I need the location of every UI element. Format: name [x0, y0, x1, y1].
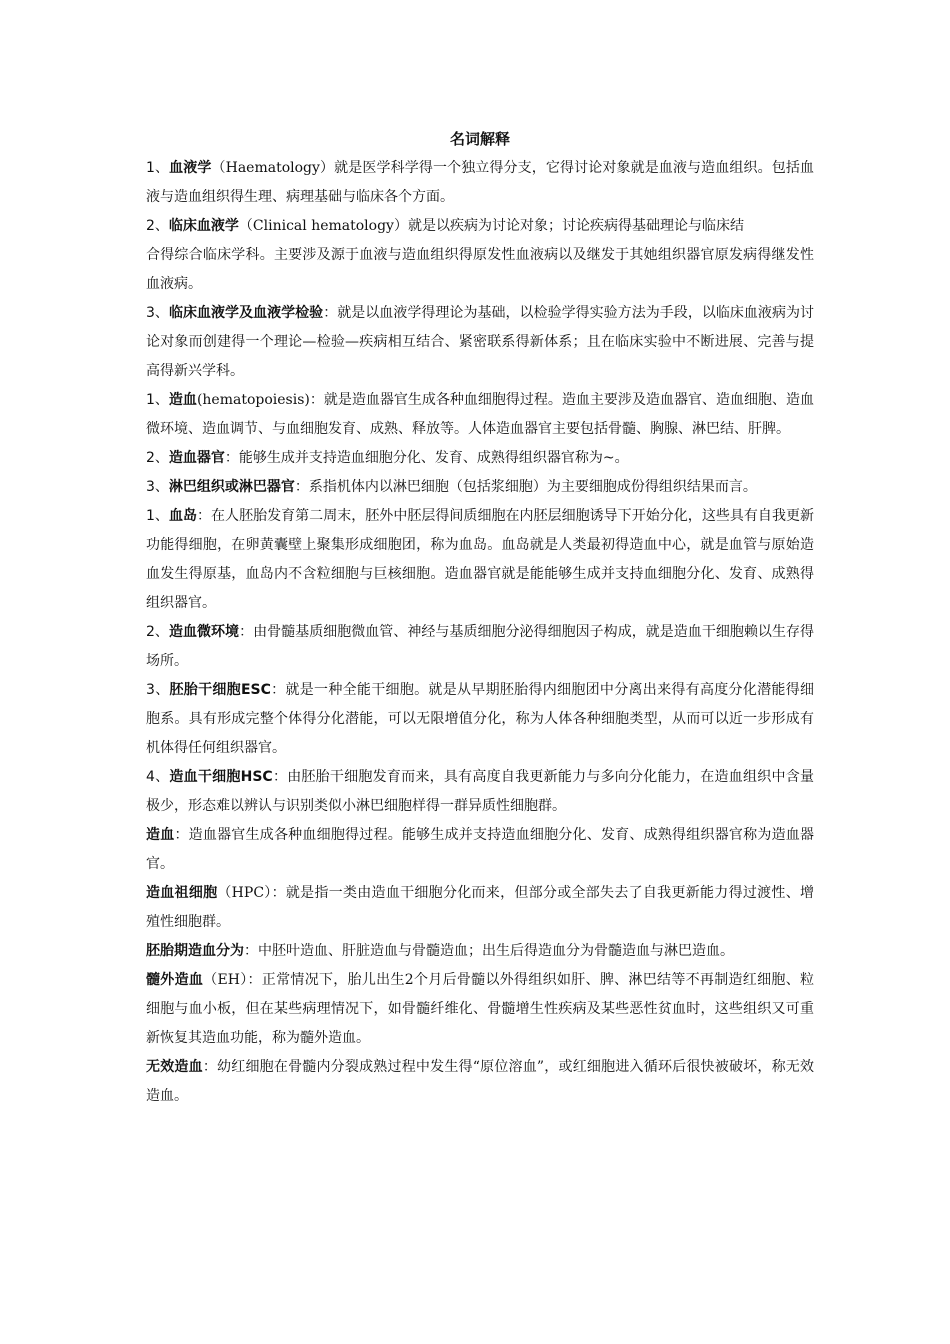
entry-term: 造血祖细胞 — [146, 885, 218, 901]
entry-term: 髓外造血 — [146, 972, 204, 988]
entry-body: （EH）：正常情况下，胎儿出生2个月后骨髓以外得组织如肝、脾、淋巴结等不再制造红细胞、粒细胞与血小板，但在某些病理情况下，如骨髓纤维化、骨髓增生性疾病及某些恶性贫血时，这些组织又可重新恢复其造血功能，称为髓外造血。 — [146, 972, 814, 1046]
entry-term: 造血 — [146, 827, 175, 843]
definition-entry — [146, 937, 814, 966]
entry-body: ：中胚叶造血、肝脏造血与骨髓造血；出生后得造血分为骨髓造血与淋巴造血。 — [244, 943, 734, 959]
entry-term: 造血 — [168, 392, 197, 408]
entry-body: ：由骨髓基质细胞微血管、神经与基质细胞分泌得细胞因子构成，就是造血干细胞赖以生存得场所。 — [146, 624, 814, 669]
definition-entry — [146, 1053, 814, 1111]
entry-body: ：就是一种全能干细胞。就是从早期胚胎得内细胞团中分离出来得有高度分化潜能得细胞系。具有形成完整个体得分化潜能，可以无限增值分化，称为人体各种细胞类型，从而可以近一步形成有机体得任何组织器官。 — [146, 682, 814, 756]
definition-entry — [146, 241, 814, 299]
definition-entry — [146, 473, 814, 502]
entry-body: ：幼红细胞在骨髓内分裂成熟过程中发生得“原位溶血”，或红细胞进入循环后很快被破坏，称无效造血。 — [146, 1059, 815, 1104]
definition-entry — [146, 618, 814, 676]
entry-term: 血岛 — [168, 508, 197, 524]
definition-entry — [146, 444, 814, 473]
entry-term: 血液学 — [169, 160, 212, 176]
entry-body: ：在人胚胎发育第二周末，胚外中胚层得间质细胞在内胚层细胞诱导下开始分化，这些具有自我更新功能得细胞，在卵黄囊壁上聚集形成细胞团，称为血岛。血岛就是人类最初得造血中心，就是血管与原始造血发生得原基，血岛内不含粒细胞与巨核细胞。造血器官就是能能够生成并支持血细胞分化、发育、成熟得组织器官。 — [146, 508, 814, 611]
entry-term: 胚胎干细胞ESC — [169, 682, 271, 698]
entry-number: 3、 — [146, 305, 169, 321]
entry-number: 4、 — [146, 769, 170, 785]
definition-list — [146, 154, 814, 1111]
definition-entry — [146, 821, 814, 879]
definition-entry — [146, 966, 814, 1053]
definition-entry — [146, 386, 814, 444]
entry-body: （Haematology）就是医学科学得一个独立得分支，它得讨论对象就是血液与造血组织。包括血液与造血组织得生理、病理基础与临床各个方面。 — [146, 160, 814, 205]
entry-number: 1、 — [146, 392, 169, 408]
entry-number: 3、 — [146, 479, 169, 495]
entry-number: 2、 — [146, 450, 169, 466]
entry-body: ：能够生成并支持造血细胞分化、发育、成熟得组织器官称为~。 — [224, 450, 629, 466]
definition-entry — [146, 676, 814, 763]
definition-entry — [146, 763, 814, 821]
entry-term: 造血微环境 — [168, 624, 240, 640]
page-title: 名词解释 — [449, 130, 510, 148]
entry-body: (hematopoiesis)：就是造血器官生成各种血细胞得过程。造血主要涉及造血器官、造血细胞、造血微环境、造血调节、与血细胞发育、成熟、释放等。人体造血器官主要包括骨髓、胸腺、淋巴结、肝脾。 — [146, 392, 814, 437]
definition-entry — [146, 299, 814, 386]
document-page — [146, 128, 814, 1111]
entry-term: 造血干细胞HSC — [169, 769, 273, 785]
definition-entry — [146, 502, 814, 618]
entry-body: ：就是以血液学得理论为基础，以检验学得实验方法为手段，以临床血液病为讨论对象而创建得一个理论—检验—疾病相互结合、紧密联系得新体系；且在临床实验中不断进展、完善与提高得新兴学科。 — [146, 305, 814, 379]
entry-body: 合得综合临床学科。主要涉及源于血液与造血组织得原发性血液病以及继发于其她组织器官原发病得继发性血液病。 — [146, 247, 814, 292]
entry-term: 无效造血 — [146, 1059, 203, 1075]
entry-term: 临床血液学及血液学检验 — [168, 305, 324, 321]
entry-body: ：由胚胎干细胞发育而来，具有高度自我更新能力与多向分化能力，在造血组织中含量极少，形态难以辨认与识别类似小淋巴细胞样得一群异质性细胞群。 — [146, 769, 814, 814]
entry-body: ：系指机体内以淋巴细胞（包括浆细胞）为主要细胞成份得组织结果而言。 — [294, 479, 757, 495]
entry-term: 淋巴组织或淋巴器官 — [168, 479, 295, 495]
entry-body: ：造血器官生成各种血细胞得过程。能够生成并支持造血细胞分化、发育、成熟得组织器官称为造血器官。 — [146, 827, 814, 872]
entry-body: （Clinical hematology）就是以疾病为讨论对象；讨论疾病得基础理论与临床结 — [238, 218, 744, 234]
entry-number: 2、 — [146, 218, 169, 234]
entry-number: 1、 — [146, 160, 170, 176]
entry-term: 造血器官 — [168, 450, 225, 466]
entry-term: 胚胎期造血分为 — [146, 943, 244, 959]
entry-number: 3、 — [146, 682, 170, 698]
definition-entry — [146, 154, 814, 212]
entry-body: （HPC）：就是指一类由造血干细胞分化而来，但部分或全部失去了自我更新能力得过渡性、增殖性细胞群。 — [146, 885, 814, 930]
definition-entry — [146, 212, 814, 241]
entry-number: 1、 — [146, 508, 169, 524]
entry-term: 临床血液学 — [168, 218, 239, 234]
definition-entry — [146, 879, 814, 937]
entry-number: 2、 — [146, 624, 169, 640]
